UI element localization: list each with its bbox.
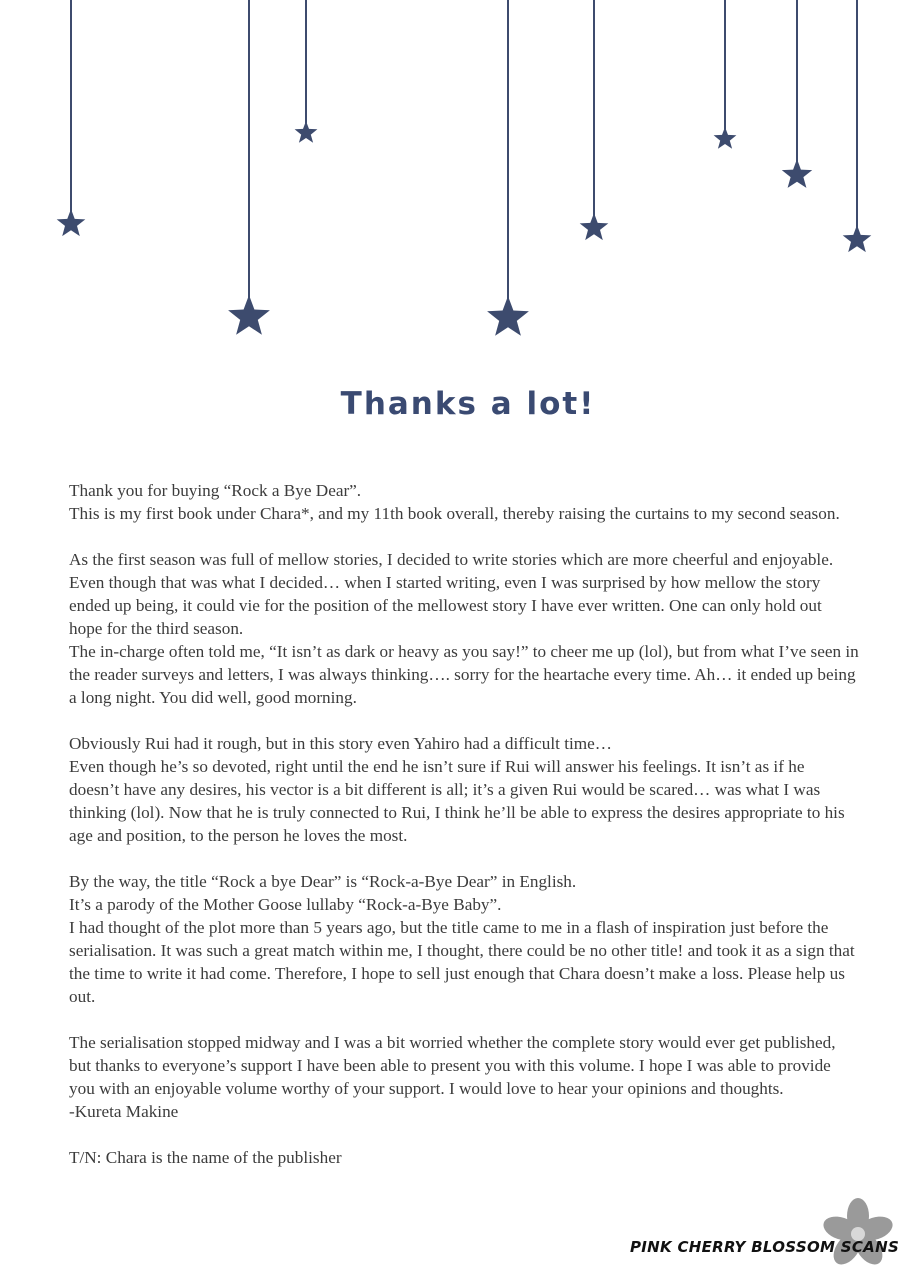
author-signature: -Kureta Makine — [69, 1102, 179, 1121]
watermark-text: PINK CHERRY BLOSSOM SCANS — [630, 1238, 900, 1256]
paragraph-3 — [69, 732, 859, 847]
scanlation-watermark — [600, 1196, 900, 1280]
hanging-star-icon — [843, 225, 872, 252]
text-line: Even though he’s so devoted, right until the end he isn’t sure if Rui will answer his feelings. It isn’t as if he doesn’t have any desires, his vector is a bit different is all; it’s a given Rui would be scared… was what I was thinking (lol). Now that he is truly connected to Rui, I think he’ll be able to express the desires appropriate to his age and position, to the person he loves the most. — [69, 757, 845, 845]
translator-note — [69, 1146, 859, 1169]
text-line: It’s a parody of the Mother Goose lullaby “Rock-a-Bye Baby”. — [69, 895, 502, 914]
text-line: By the way, the title “Rock a bye Dear” is “Rock-a-Bye Dear” in English. — [69, 872, 577, 891]
hanging-stars-decoration — [0, 0, 900, 360]
hanging-star-icon — [487, 296, 529, 336]
hanging-star-icon — [228, 295, 270, 335]
text-line: As the first season was full of mellow stories, I decided to write stories which are more cheerful and enjoyable. Even though that was what I decided… when I started writing, even I was surprised by how mellow the story ended up being, it could vie for the position of the mellowest story I have ever written. One can only hold out hope for the third season. — [69, 550, 834, 638]
letter-body — [69, 479, 859, 1192]
text-line: The serialisation stopped midway and I was a bit worried whether the complete story would ever get published, but thanks to everyone’s support I have been able to present you with this volume. I hope I was able to provide you with an enjoyable volume worthy of your support. I would love to hear your opinions and thoughts. — [69, 1033, 836, 1098]
hanging-star-icon — [714, 127, 737, 149]
text-line: This is my first book under Chara*, and my 11th book overall, thereby raising the curtains to my second season. — [69, 504, 840, 523]
text-line: The in-charge often told me, “It isn’t as dark or heavy as you say!” to cheer me up (lol), but from what I’ve seen in the reader surveys and letters, I was always thinking…. sorry for the heartache every time. Ah… it ended up being a long night. You did well, good morning. — [69, 642, 859, 707]
paragraph-2 — [69, 548, 859, 709]
hanging-star-icon — [295, 121, 318, 143]
text-line: T/N: Chara is the name of the publisher — [69, 1148, 342, 1167]
hanging-star-icon — [580, 213, 609, 240]
text-line: Obviously Rui had it rough, but in this story even Yahiro had a difficult time… — [69, 734, 612, 753]
paragraph-1 — [69, 479, 859, 525]
page-title: Thanks a lot! — [340, 386, 596, 422]
hanging-star-icon — [57, 209, 86, 236]
text-line: I had thought of the plot more than 5 years ago, but the title came to me in a flash of inspiration just before the serialisation. It was such a great match within me, I thought, there could be no other title! and took it as a sign that the time to write it had come. Therefore, I hope to sell just enough that Chara doesn’t make a loss. Please help us out. — [69, 918, 855, 1006]
paragraph-4 — [69, 870, 859, 1008]
text-line: Thank you for buying “Rock a Bye Dear”. — [69, 481, 362, 500]
hanging-star-icon — [782, 159, 812, 188]
paragraph-5 — [69, 1031, 859, 1123]
